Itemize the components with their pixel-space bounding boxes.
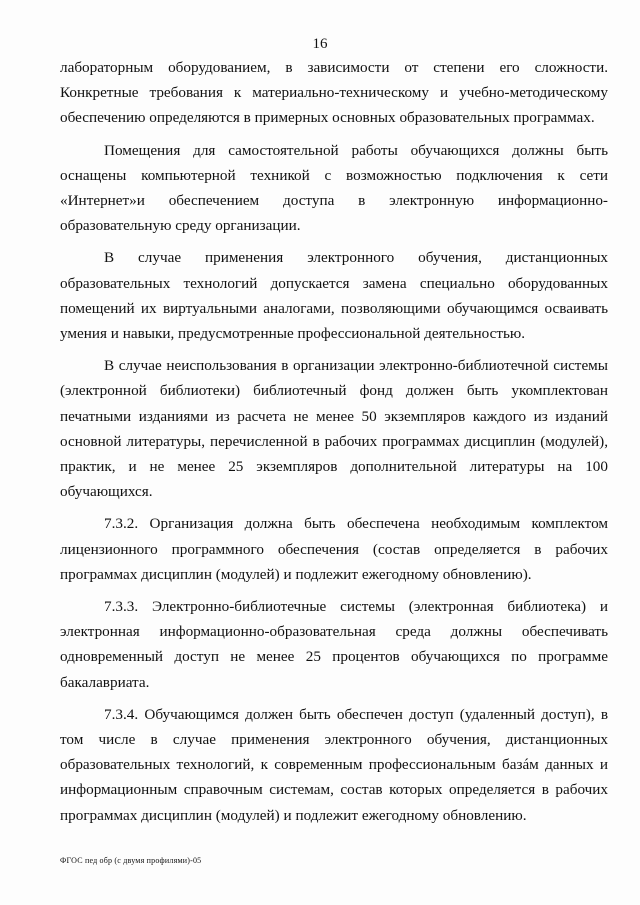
paragraph-library-fund: В случае неиспользования в организации электронно-библиотечной системы (электронной библиотеки) библиотечный фонд должен быть укомплектован печатными изданиями из расчета не менее 50 экземпляров каждого из изданий основной литературы, перечисленной в рабочих программах дисциплин (модулей), практик, и не менее 25 экземпляров дополнительной литературы на 100 обучающихся. [60, 357, 608, 501]
paragraph-distance-learning: В случае применения электронного обучения, дистанционных образовательных технологий допускается замена специально оборудованных помещений их виртуальными аналогами, позволяющими обучающимся осваивать умения и навыки, предусмотренные профессиональной деятельностью. [60, 249, 608, 343]
paragraph-7-3-4: 7.3.4. Обучающимся должен быть обеспечен доступ (удаленный доступ), в том числе в случае применения электронного обучения, дистанционных образовательных технологий, к современным профессиональным базáм данных и информационным справочным системам, состав которых определяется в рабочих программах дисциплин (модулей) и подлежит ежегодному обновлению. [60, 705, 608, 824]
paragraph-continuation: лабораторным оборудованием, в зависимости от степени его сложности. Конкретные требования к материально-техническому и учебно-методическому обеспечению определяются в примерных основных образовательных программах. [60, 59, 608, 127]
document-body [60, 55, 608, 828]
paragraph-7-3-2: 7.3.2. Организация должна быть обеспечена необходимым комплектом лицензионного программного обеспечения (состав определяется в рабочих программах дисциплин (модулей) и подлежит ежегодному обновлению). [60, 515, 608, 583]
paragraph-self-study-rooms: Помещения для самостоятельной работы обучающихся должны быть оснащены компьютерной техникой с возможностью подключения к сети «Интернет»и обеспечением доступа в электронную информационно-образовательную среду организации. [60, 141, 608, 235]
page-footer: ФГОС пед обр (с двумя профилями)-05 [60, 856, 202, 865]
paragraph-7-3-3: 7.3.3. Электронно-библиотечные системы (электронная библиотека) и электронная информационно-образовательная среда должны обеспечивать одновременный доступ не менее 25 процентов обучающихся по программе бакалавриата. [60, 598, 608, 691]
page-number: 16 [312, 36, 328, 52]
